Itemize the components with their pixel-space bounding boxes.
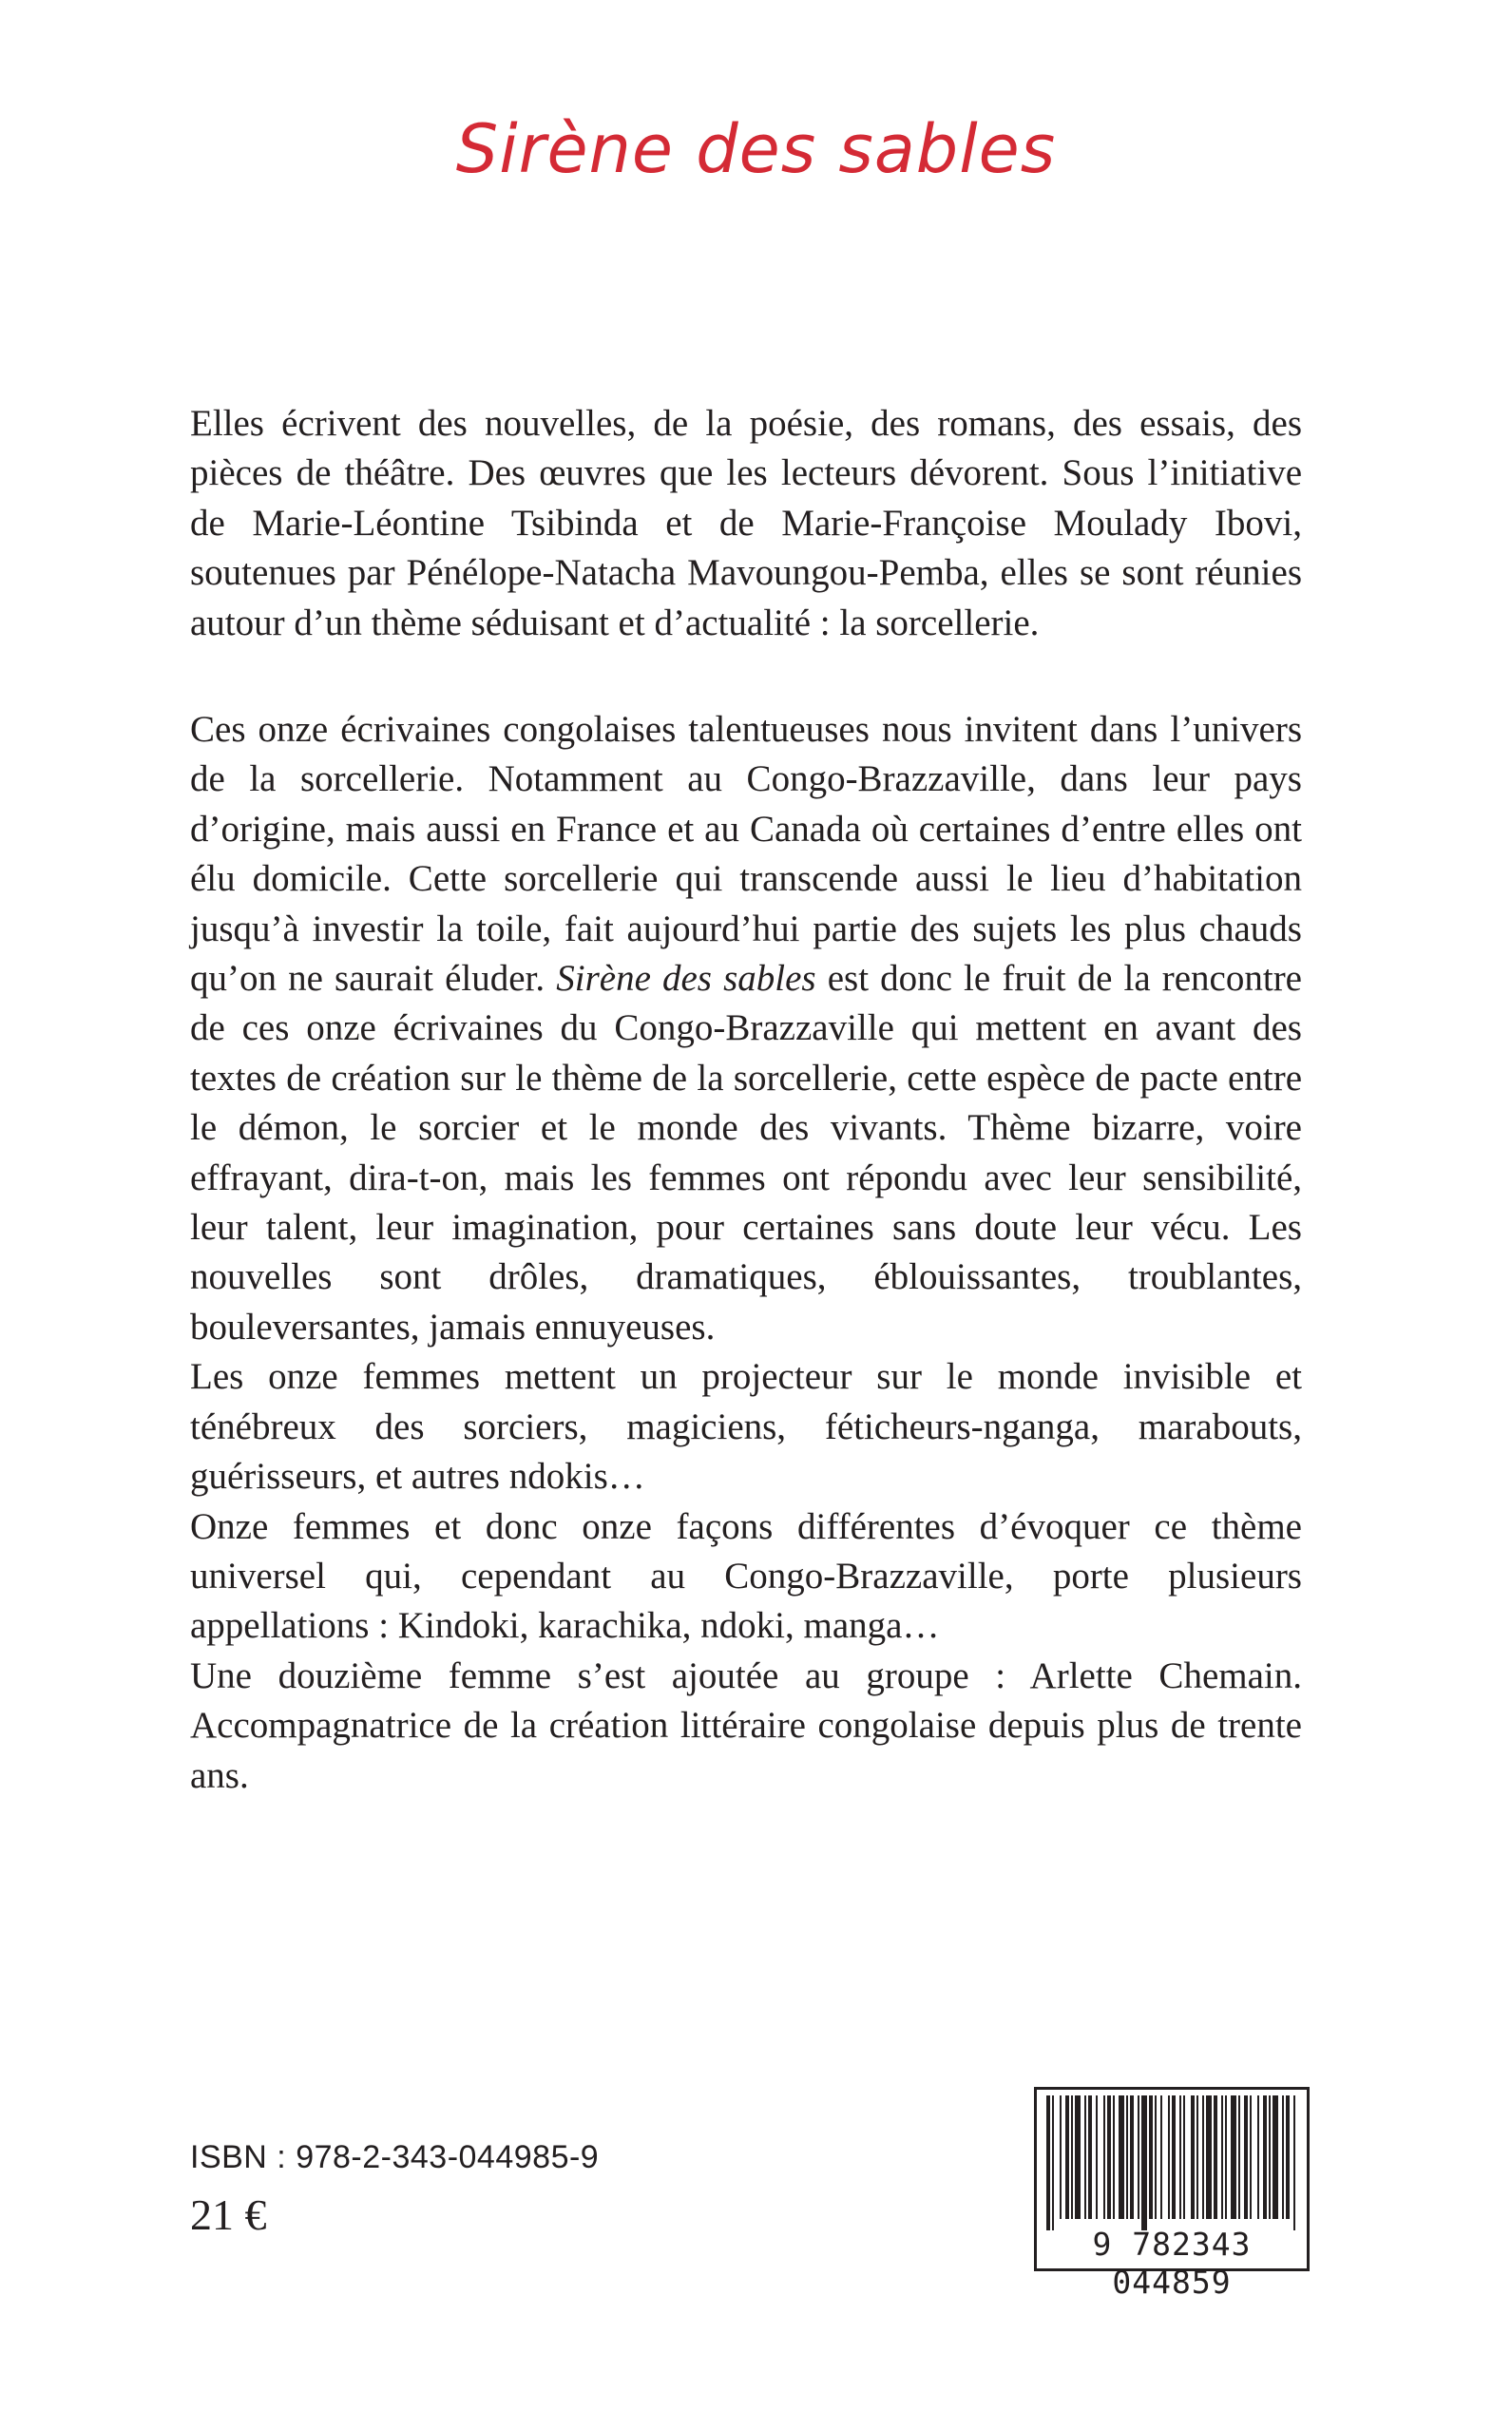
- paragraph-2-end: est donc le fruit de la rencontre de ces onze écrivaines du Congo-Brazzaville qui mettent en avant des textes de création sur le thème de la sorcellerie, cette espèce de pacte entre le démon, le sorcier et le monde des vivants. Thème bizarre, voire effrayant, dira-t-on, mais les femmes ont répondu avec leur sensibilité, leur talent, leur imagination, pour certaines sans doute leur vécu. Les nouvelles sont drôles, dramatiques, éblouissantes, troublantes, bouleversantes, jamais ennuyeuses.: [190, 958, 1302, 1348]
- barcode-bar: [1231, 2095, 1236, 2219]
- barcode-bar: [1221, 2095, 1223, 2219]
- intro-paragraph: [190, 399, 1302, 648]
- barcode-bar: [1130, 2095, 1134, 2219]
- barcode-bar: [1238, 2095, 1240, 2219]
- barcode-bar: [1138, 2095, 1139, 2219]
- barcode-bar: [1263, 2095, 1267, 2219]
- description-block: [190, 705, 1302, 1801]
- barcode-bar: [1103, 2095, 1105, 2219]
- barcode-bar: [1060, 2095, 1062, 2219]
- barcode-bar: [1269, 2095, 1271, 2219]
- barcode-bar: [1065, 2095, 1069, 2219]
- barcode-bar: [1202, 2095, 1204, 2219]
- paragraph-4: Onze femmes et donc onze façons différentes d’évoquer ce thème universel qui, cependant au Congo-Brazzaville, porte plusieurs appellations : Kindoki, karachika, ndoki, manga…: [190, 1505, 1302, 1647]
- barcode-bar: [1191, 2095, 1195, 2219]
- barcode-bar: [1113, 2095, 1115, 2219]
- price-label: 21 €: [190, 2190, 267, 2239]
- barcode-bar: [1183, 2095, 1185, 2219]
- barcode-bar: [1286, 2095, 1290, 2219]
- barcode-bar: [1257, 2095, 1259, 2219]
- barcode-bar: [1075, 2095, 1081, 2219]
- barcode-bar: [1293, 2095, 1295, 2230]
- italic-book-title: Sirène des sables: [556, 958, 816, 1000]
- barcode-bar: [1149, 2095, 1153, 2219]
- barcode-bar: [1282, 2095, 1284, 2219]
- barcode-bar: [1196, 2095, 1198, 2219]
- barcode-bar: [1168, 2095, 1170, 2219]
- barcode-bar: [1273, 2095, 1278, 2219]
- barcode-bar: [1088, 2095, 1092, 2219]
- barcode-bar: [1052, 2095, 1054, 2230]
- paragraph-2-start: Ces onze écrivaines congolaises talentueuses nous invitent dans l’univers de la sorcellerie. Notamment au Congo-Brazzaville, dans leur pays d’origine, mais aussi en France et au Canada où certaines d’entre elles ont élu domicile. Cette sorcellerie qui transcende aussi le lieu d’habitation jusqu’à investir la toile, fait aujourd’hui partie des sujets les plus chauds qu’on ne saurait éluder.: [190, 709, 1302, 1000]
- paragraph-2: [190, 705, 1302, 1352]
- barcode-bar: [1096, 2095, 1098, 2219]
- barcode-bar: [1225, 2095, 1227, 2219]
- barcode-bar: [1244, 2095, 1248, 2219]
- barcode-bar: [1172, 2095, 1176, 2219]
- barcode-bar: [1107, 2095, 1111, 2219]
- barcode-bar: [1214, 2095, 1217, 2219]
- book-title: Sirène des sables: [455, 110, 1057, 188]
- barcode-bar: [1141, 2095, 1147, 2230]
- barcode-bar: [1071, 2095, 1073, 2219]
- paragraph-3: Les onze femmes mettent un projecteur sur le monde invisible et ténébreux des sorciers, magiciens, féticheurs-nganga, marabouts, guérisseurs, et autres ndokis…: [190, 1356, 1302, 1498]
- barcode-bar: [1179, 2095, 1181, 2219]
- barcode-number: 9 782343 044859: [1092, 2226, 1252, 2301]
- barcode-bar: [1084, 2095, 1086, 2219]
- barcode-bar: [1155, 2095, 1157, 2219]
- barcode-bar: [1250, 2095, 1252, 2219]
- barcode-bar: [1119, 2095, 1124, 2219]
- barcode-bar: [1206, 2095, 1212, 2219]
- barcode-bar: [1126, 2095, 1128, 2219]
- isbn-label: ISBN : 978-2-343-044985-9: [190, 2139, 600, 2175]
- barcode-bar: [1046, 2095, 1050, 2230]
- paragraph-1: Elles écrivent des nouvelles, de la poésie, des romans, des essais, des pièces de théâtre. Des œuvres que les lecteurs dévorent. Sous l’initiative de Marie-Léontine Tsibinda et de Marie-Françoise Moulady Ibovi, soutenues par Pénélope-Natacha Mavoungou-Pemba, elles se sont réunies autour d’un thème séduisant et d’actualité : la sorcellerie.: [190, 403, 1302, 643]
- barcode-bar: [1160, 2095, 1162, 2219]
- paragraph-5: Une douzième femme s’est ajoutée au groupe : Arlette Chemain. Accompagnatrice de la création littéraire congolaise depuis plus de trente ans.: [190, 1654, 1302, 1796]
